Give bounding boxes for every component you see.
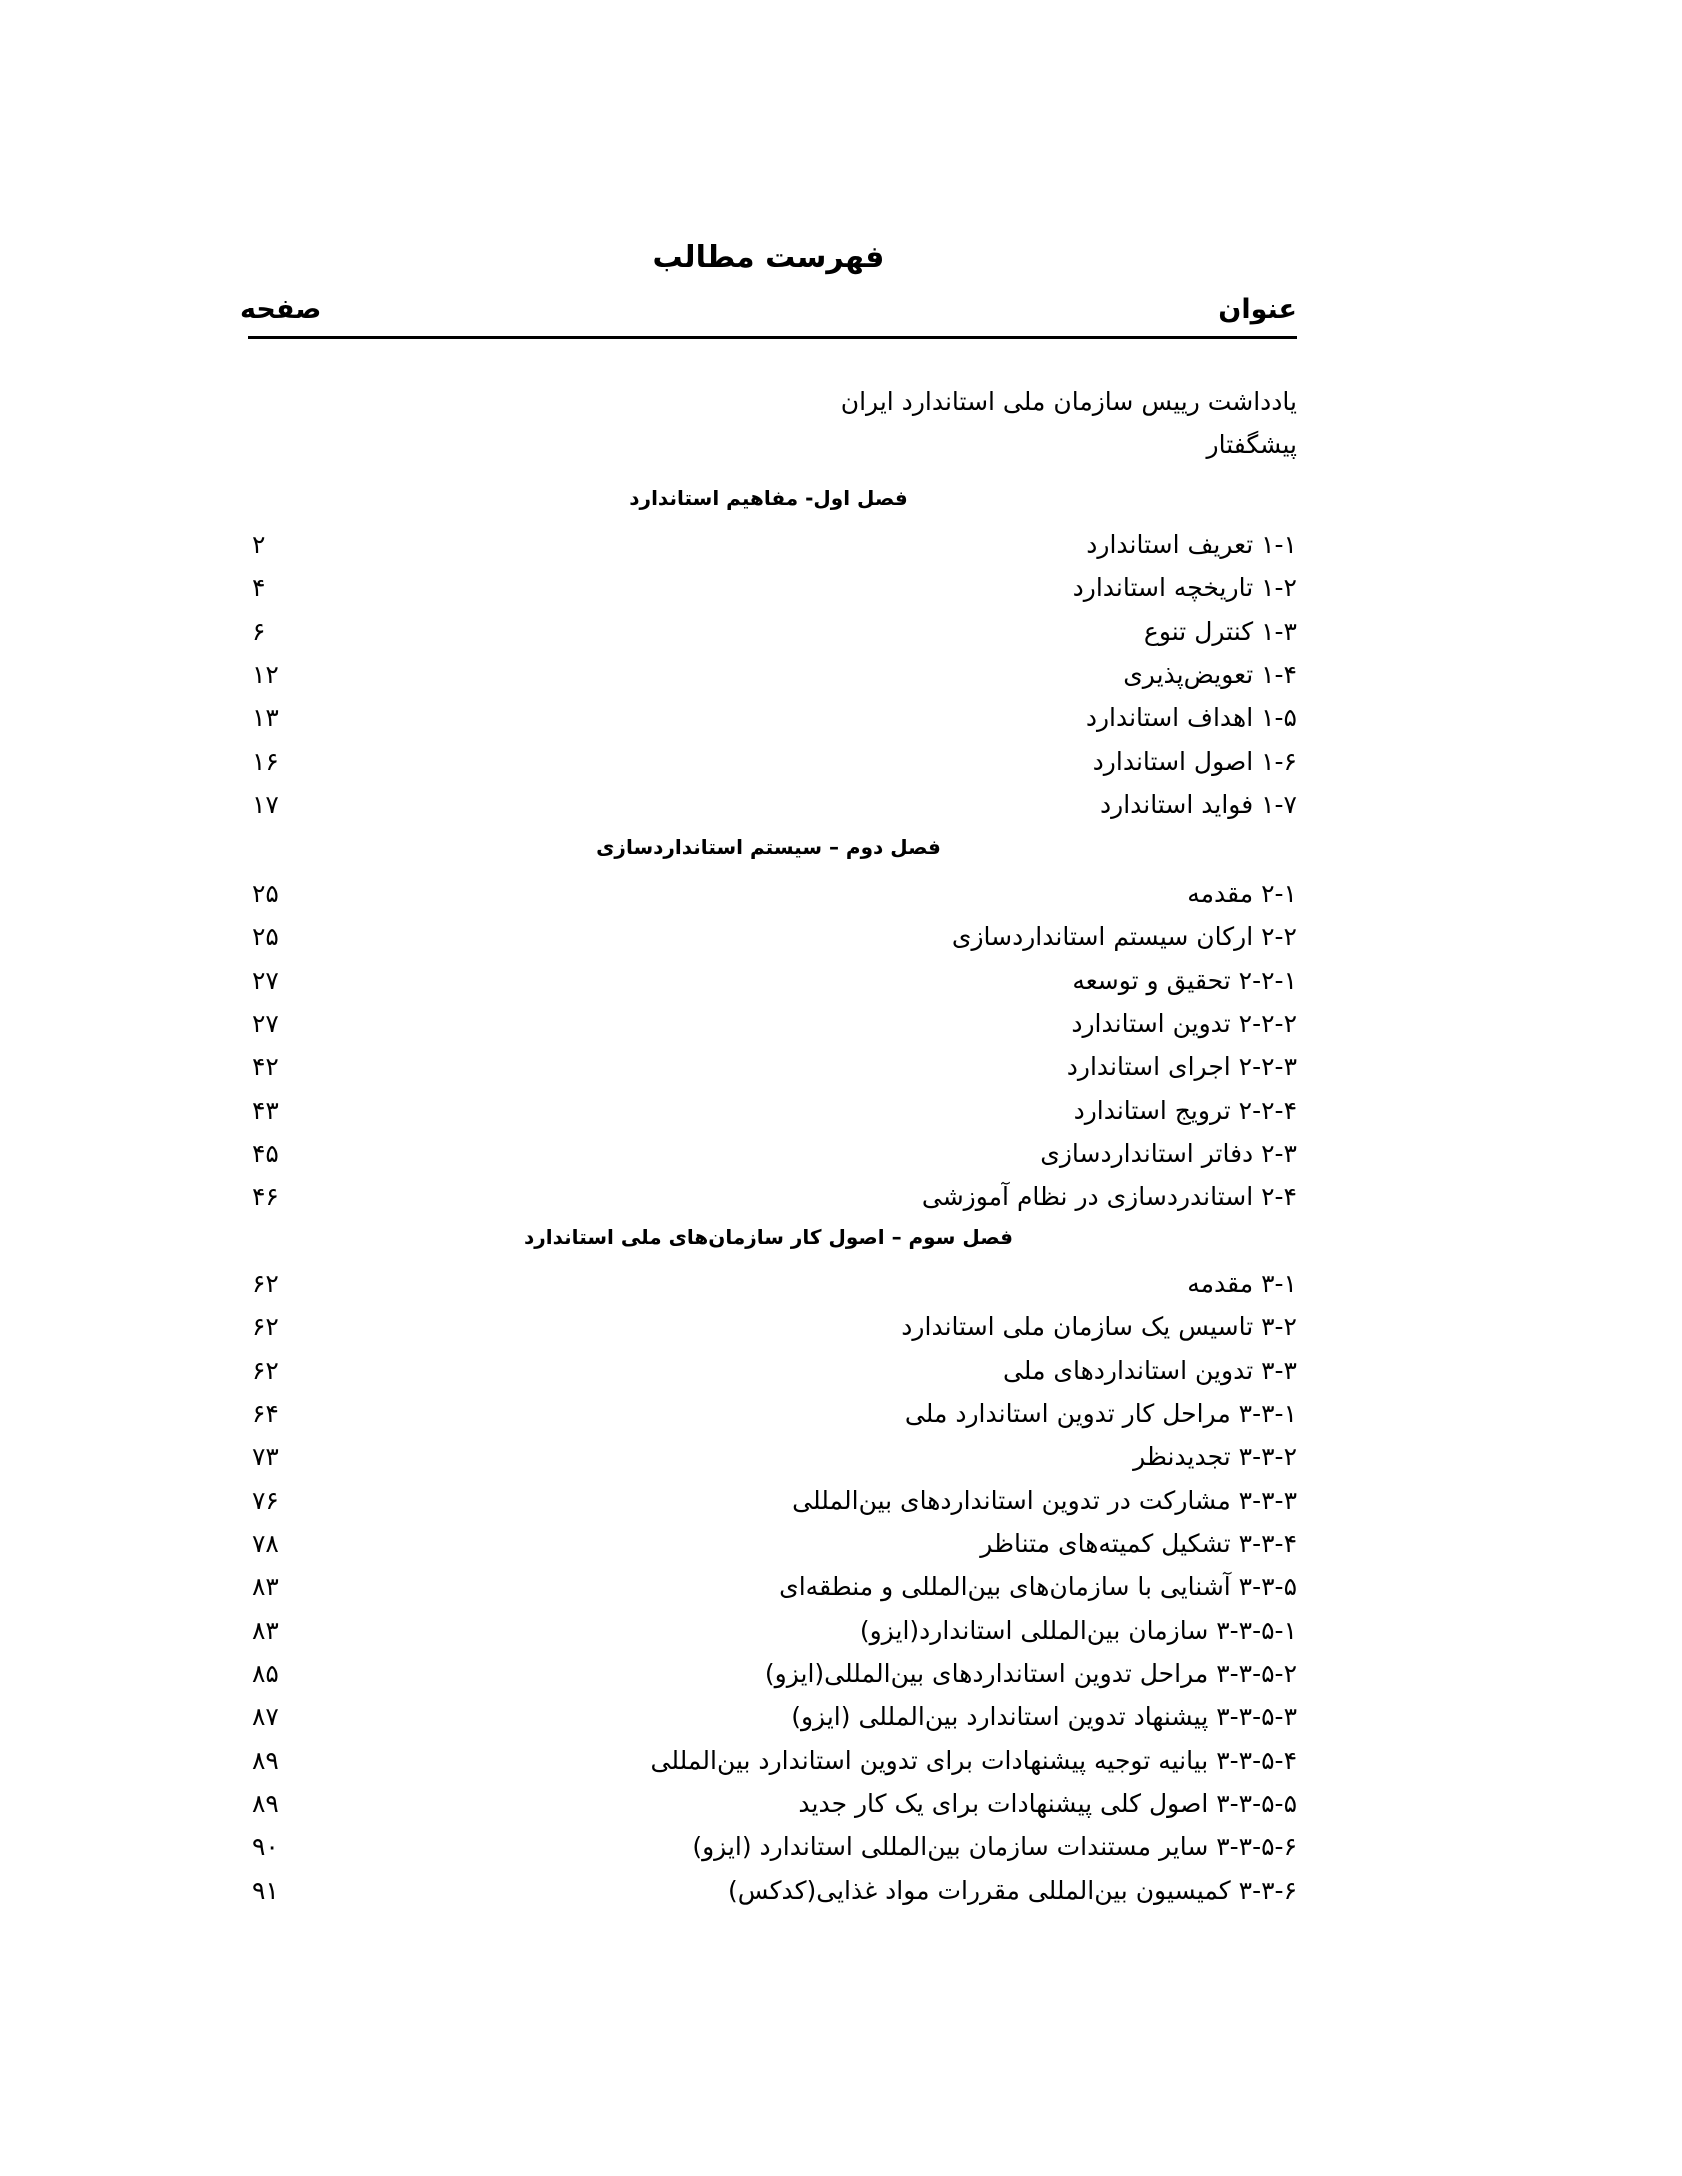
chapter-heading-3: فصل سوم – اصول کار سازمان‌های ملی استاندارد <box>523 1225 1014 1249</box>
toc-entry-page: ۲ <box>252 530 266 559</box>
toc-entry <box>240 1351 1297 1391</box>
toc-entry-page: ۹۱ <box>252 1876 279 1905</box>
toc-entry <box>240 1567 1297 1607</box>
toc-entry-title: ۳-۳-۵-۵ اصول کلی پیشنهادات برای یک کار جدید <box>798 1789 1297 1818</box>
toc-entry-page: ۸۷ <box>252 1702 279 1731</box>
toc-entry-title: ۲-۴ استاندردسازی در نظام آموزشی <box>921 1182 1297 1211</box>
toc-entry-title: ۳-۲ تاسیس یک سازمان ملی استاندارد <box>901 1312 1297 1341</box>
toc-entry-title: ۲-۲-۴ ترویج استاندارد <box>1073 1096 1297 1125</box>
toc-title: فهرست مطالب <box>652 240 885 275</box>
toc-entry <box>240 1611 1297 1651</box>
toc-entry-page: ۱۳ <box>252 703 279 732</box>
toc-entry-title: ۳-۳-۴ تشکیل کمیته‌های متناظر <box>980 1529 1297 1558</box>
toc-entry <box>240 1437 1297 1477</box>
toc-entry-title: ۱-۵ اهداف استاندارد <box>1085 703 1297 732</box>
toc-entry-title: ۱-۶ اصول استاندارد <box>1092 747 1297 776</box>
toc-entry <box>240 568 1297 608</box>
toc-entry-page: ۴۵ <box>252 1139 279 1168</box>
toc-entry-title: ۳-۳-۵-۳ پیشنهاد تدوین استاندارد بین‌المللی (ایزو) <box>791 1702 1297 1731</box>
toc-entry-title: ۱-۷ فواید استاندارد <box>1100 790 1297 819</box>
toc-entry-page: ۶ <box>252 617 266 646</box>
toc-entry <box>240 1741 1297 1781</box>
intro-item-preface: پیشگفتار <box>1206 430 1297 459</box>
toc-entry-page: ۷۸ <box>252 1529 279 1558</box>
toc-entry-page: ۲۵ <box>252 922 279 951</box>
toc-entry-title: ۱-۲ تاریخچه استاندارد <box>1072 573 1297 602</box>
toc-entry <box>240 698 1297 738</box>
toc-entry-page: ۴۳ <box>252 1096 279 1125</box>
toc-entry-page: ۸۹ <box>252 1789 279 1818</box>
toc-entry-page: ۱۶ <box>252 747 279 776</box>
toc-entry-title: ۲-۲-۳ اجرای استاندارد <box>1066 1052 1297 1081</box>
toc-entry <box>240 1091 1297 1131</box>
toc-entry-page: ۹۰ <box>252 1832 279 1861</box>
toc-entry-page: ۶۲ <box>252 1312 279 1341</box>
chapter-heading-1: فصل اول- مفاهیم استاندارد <box>629 486 908 510</box>
toc-entry-page: ۸۳ <box>252 1616 279 1645</box>
toc-entry <box>240 1307 1297 1347</box>
column-header-page: صفحه <box>240 294 322 325</box>
toc-entry <box>240 1394 1297 1434</box>
toc-entry-page: ۷۳ <box>252 1442 279 1471</box>
toc-entry-title: ۳-۳-۵ آشنایی با سازمان‌های بین‌المللی و منطقه‌ای <box>779 1572 1297 1601</box>
toc-entry <box>240 1264 1297 1304</box>
toc-entry-title: ۲-۲-۲ تدوین استاندارد <box>1071 1009 1297 1038</box>
toc-entry-page: ۸۹ <box>252 1746 279 1775</box>
toc-entry-page: ۶۴ <box>252 1399 279 1428</box>
toc-entry-title: ۱-۴ تعویض‌پذیری <box>1123 660 1297 689</box>
toc-entry-title: ۳-۳-۱ مراحل کار تدوین استاندارد ملی <box>904 1399 1297 1428</box>
toc-entry <box>240 1177 1297 1217</box>
toc-entry-page: ۷۶ <box>252 1486 279 1515</box>
toc-entry-title: ۳-۳-۵-۴ بیانیه توجیه پیشنهادات برای تدوین استاندارد بین‌المللی <box>650 1746 1297 1775</box>
chapter-heading-2: فصل دوم – سیستم استانداردسازی <box>596 835 941 859</box>
toc-entry-page: ۸۳ <box>252 1572 279 1601</box>
toc-entry-title: ۲-۳ دفاتر استانداردسازی <box>1040 1139 1297 1168</box>
toc-entry-page: ۱۷ <box>252 790 279 819</box>
toc-entry-page: ۱۲ <box>252 660 279 689</box>
toc-entry <box>240 1481 1297 1521</box>
toc-entry-title: ۳-۳-۵-۶ سایر مستندات سازمان بین‌المللی استاندارد (ایزو) <box>692 1832 1297 1861</box>
intro-item-president-note: یادداشت رییس سازمان ملی استاندارد ایران <box>840 387 1297 416</box>
toc-entry-title: ۲-۲ ارکان سیستم استانداردسازی <box>951 922 1297 951</box>
toc-entry-title: ۳-۳-۶ کمیسیون بین‌المللی مقررات مواد غذایی(کدکس) <box>727 1876 1297 1905</box>
toc-entry <box>240 917 1297 957</box>
toc-entry-title: ۱-۱ تعریف استاندارد <box>1086 530 1297 559</box>
toc-entry-page: ۲۵ <box>252 879 279 908</box>
toc-entry-title: ۱-۳ کنترل تنوع <box>1143 617 1297 646</box>
toc-entry-title: ۳-۳-۵-۱ سازمان بین‌المللی استاندارد(ایزو) <box>859 1616 1297 1645</box>
toc-entry <box>240 612 1297 652</box>
toc-entry <box>240 525 1297 565</box>
toc-entry-title: ۳-۳-۳ مشارکت در تدوین استانداردهای بین‌المللی <box>792 1486 1297 1515</box>
toc-entry <box>240 1871 1297 1911</box>
toc-entry <box>240 1697 1297 1737</box>
toc-entry-title: ۳-۳-۵-۲ مراحل تدوین استانداردهای بین‌المللی(ایزو) <box>764 1659 1297 1688</box>
toc-entry-title: ۳-۳-۲ تجدیدنظر <box>1133 1442 1297 1471</box>
toc-entry-page: ۶۲ <box>252 1269 279 1298</box>
toc-entry-title: ۲-۲-۱ تحقیق و توسعه <box>1072 966 1297 995</box>
toc-entry-page: ۸۵ <box>252 1659 279 1688</box>
toc-entry-page: ۴ <box>252 573 266 602</box>
toc-entry <box>240 874 1297 914</box>
toc-entry <box>240 742 1297 782</box>
toc-entry-page: ۴۶ <box>252 1182 279 1211</box>
toc-entry <box>240 1827 1297 1867</box>
toc-entry <box>240 1047 1297 1087</box>
toc-entry <box>240 1784 1297 1824</box>
toc-entry <box>240 1004 1297 1044</box>
toc-entry-page: ۶۲ <box>252 1356 279 1385</box>
toc-entry-title: ۳-۳ تدوین استانداردهای ملی <box>1002 1356 1297 1385</box>
header-divider <box>248 336 1297 339</box>
toc-entry-title: ۳-۱ مقدمه <box>1187 1269 1297 1298</box>
toc-entry-title: ۲-۱ مقدمه <box>1187 879 1297 908</box>
toc-entry <box>240 961 1297 1001</box>
toc-entry-page: ۲۷ <box>252 966 279 995</box>
toc-entry-page: ۲۷ <box>252 1009 279 1038</box>
toc-entry <box>240 655 1297 695</box>
toc-entry <box>240 1654 1297 1694</box>
toc-entry <box>240 1134 1297 1174</box>
toc-entry <box>240 785 1297 825</box>
column-header-title: عنوان <box>1218 294 1297 325</box>
toc-entry-page: ۴۲ <box>252 1052 279 1081</box>
toc-entry <box>240 1524 1297 1564</box>
